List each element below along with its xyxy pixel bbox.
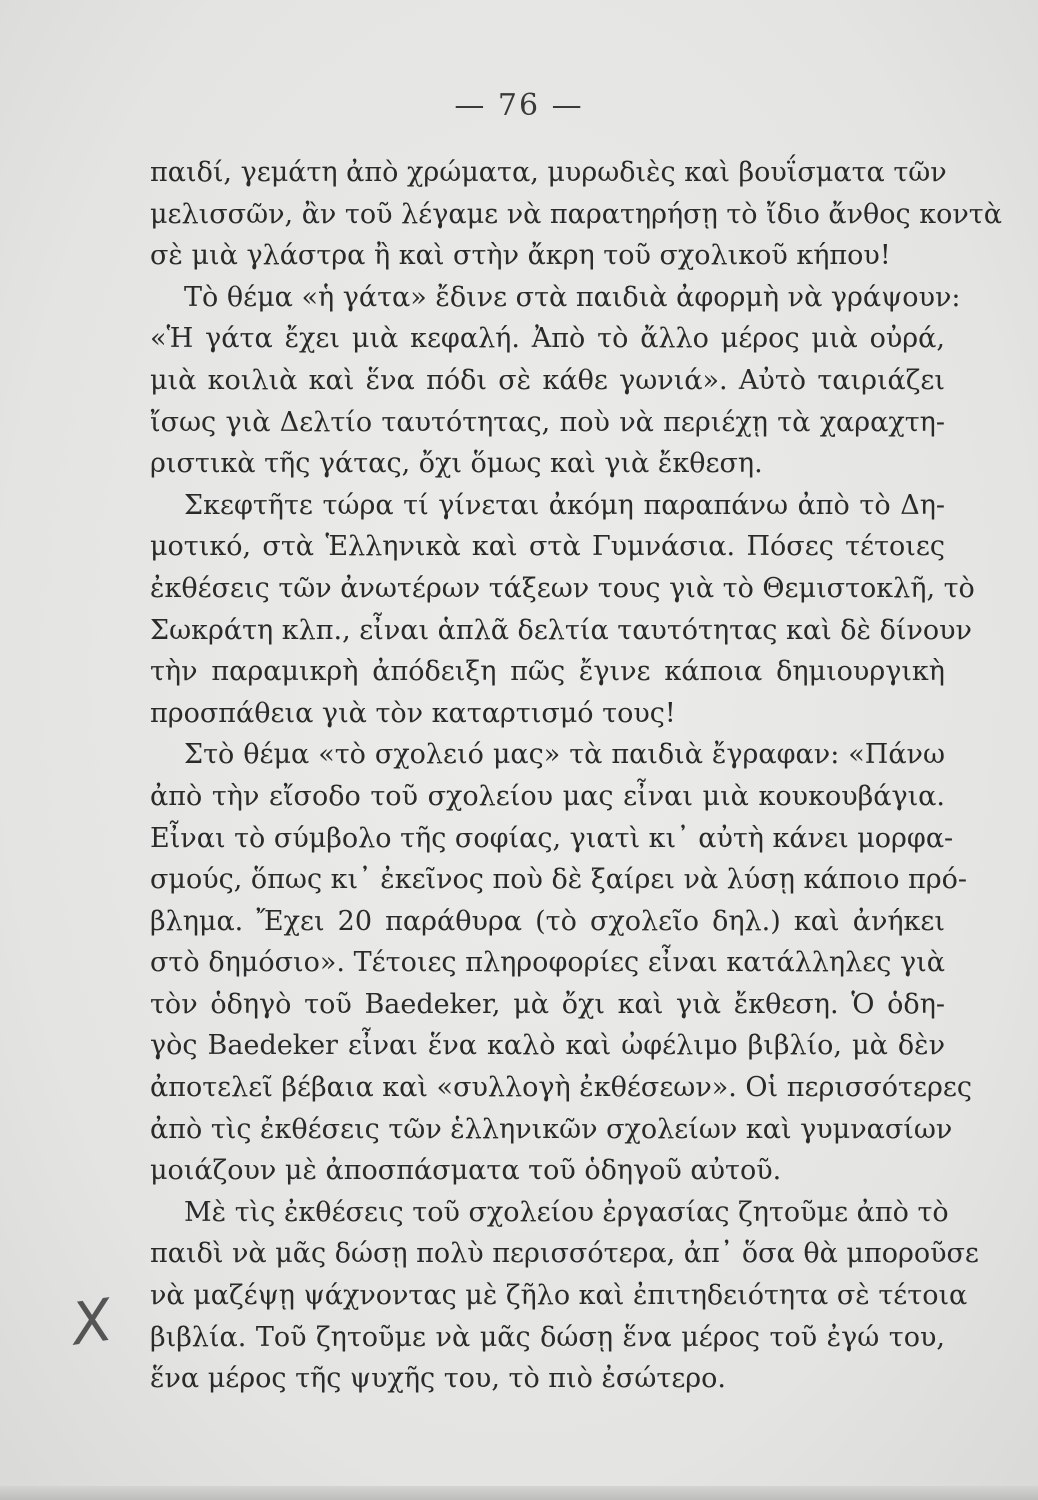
text-line: παιδί, γεμάτη ἀπὸ χρώματα, μυρωδιὲς καὶ βουΐσματα τῶν bbox=[150, 157, 947, 188]
text-line: σὲ μιὰ γλάστρα ἢ καὶ στὴν ἄκρη τοῦ σχολικοῦ κήπου! bbox=[150, 240, 891, 272]
text-line: ἐκθέσεις τῶν ἀνωτέρων τάξεων τους γιὰ τὸ Θεμιστοκλῆ, τὸ bbox=[150, 572, 975, 604]
body-text bbox=[150, 152, 1002, 1400]
text-line: παιδὶ νὰ μᾶς δώσῃ πολὺ περισσότερα, ἀπ᾿ ὅσα θὰ μποροῦσε bbox=[150, 1238, 979, 1270]
margin-pencil-mark: X bbox=[67, 1285, 117, 1359]
text-line: Σκεφτῆτε τώρα τί γίνεται ἀκόμη παραπάνω ἀπὸ τὸ Δη- bbox=[184, 489, 945, 521]
text-line: μοτικό, στὰ Ἑλληνικὰ καὶ στὰ Γυμνάσια. Πόσες τέτοιες bbox=[150, 531, 945, 563]
text-line: στὸ δημόσιο». Τέτοιες πληροφορίες εἶναι κατάλληλες γιὰ bbox=[150, 947, 945, 979]
text-line: μοιάζουν μὲ ἀποσπάσματα τοῦ ὁδηγοῦ αὐτοῦ. bbox=[150, 1155, 782, 1187]
text-line: μελισσῶν, ἂν τοῦ λέγαμε νὰ παρατηρήσῃ τὸ ἴδιο ἄνθος κοντὰ bbox=[150, 198, 1002, 230]
text-line: Μὲ τὶς ἐκθέσεις τοῦ σχολείου ἐργασίας ζητοῦμε ἀπὸ τὸ bbox=[184, 1196, 949, 1228]
page-number: — 76 — bbox=[454, 88, 584, 123]
text-line: Εἶναι τὸ σύμβολο τῆς σοφίας, γιατὶ κι᾿ αὐτὴ κάνει μορφα- bbox=[150, 822, 954, 854]
text-line: ἀπὸ τὴν εἴσοδο τοῦ σχολείου μας εἶναι μιὰ κουκουβάγια. bbox=[150, 780, 945, 812]
text-line: σμούς, ὅπως κι᾿ ἐκεῖνος ποὺ δὲ ξαίρει νὰ λύσῃ κάποιο πρό- bbox=[150, 864, 968, 896]
text-line: Σωκράτη κλπ., εἶναι ἁπλᾶ δελτία ταυτότητας καὶ δὲ δίνουν bbox=[150, 614, 972, 646]
page-bottom-edge bbox=[0, 1486, 1038, 1500]
text-line: βιβλία. Τοῦ ζητοῦμε νὰ μᾶς δώσῃ ἕνα μέρος τοῦ ἐγώ του, bbox=[150, 1321, 945, 1353]
text-line: γὸς Baedeker εἶναι ἕνα καλὸ καὶ ὠφέλιμο βιβλίο, μὰ δὲν bbox=[150, 1030, 945, 1062]
text-line: Στὸ θέμα «τὸ σχολειό μας» τὰ παιδιὰ ἔγραφαν: «Πάνω bbox=[184, 739, 945, 771]
text-line: «Ἡ γάτα ἔχει μιὰ κεφαλή. Ἀπὸ τὸ ἄλλο μέρος μιὰ οὐρά, bbox=[150, 323, 945, 355]
text-line: τὸν ὁδηγὸ τοῦ Baedeker, μὰ ὄχι καὶ γιὰ ἔκθεση. Ὁ ὁδη- bbox=[150, 988, 945, 1020]
text-line: προσπάθεια γιὰ τὸν καταρτισμό τους! bbox=[150, 697, 676, 729]
text-line: ἴσως γιὰ Δελτίο ταυτότητας, ποὺ νὰ περιέχῃ τὰ χαραχτη- bbox=[150, 406, 945, 438]
text-line: τὴν παραμικρὴ ἀπόδειξη πῶς ἔγινε κάποια δημιουργικὴ bbox=[150, 656, 945, 688]
text-line: ἀπὸ τὶς ἐκθέσεις τῶν ἑλληνικῶν σχολείων καὶ γυμνασίων bbox=[150, 1113, 953, 1145]
text-line: νὰ μαζέψῃ ψάχνοντας μὲ ζῆλο καὶ ἐπιτηδειότητα σὲ τέτοια bbox=[150, 1280, 968, 1312]
text-line: ἕνα μέρος τῆς ψυχῆς του, τὸ πιὸ ἐσώτερο. bbox=[150, 1363, 727, 1395]
text-line: μιὰ κοιλιὰ καὶ ἕνα πόδι σὲ κάθε γωνιά». Αὐτὸ ταιριάζει bbox=[150, 364, 945, 396]
text-line: ἀποτελεῖ βέβαια καὶ «συλλογὴ ἐκθέσεων». Οἱ περισσότερες bbox=[150, 1072, 972, 1104]
text-line: Τὸ θέμα «ἡ γάτα» ἔδινε στὰ παιδιὰ ἀφορμὴ νὰ γράψουν: bbox=[184, 281, 961, 313]
text-line: βλημα. Ἔχει 20 παράθυρα (τὸ σχολεῖο δηλ.) καὶ ἀνήκει bbox=[150, 905, 945, 937]
text-line: ριστικὰ τῆς γάτας, ὄχι ὅμως καὶ γιὰ ἔκθεση. bbox=[150, 448, 763, 480]
